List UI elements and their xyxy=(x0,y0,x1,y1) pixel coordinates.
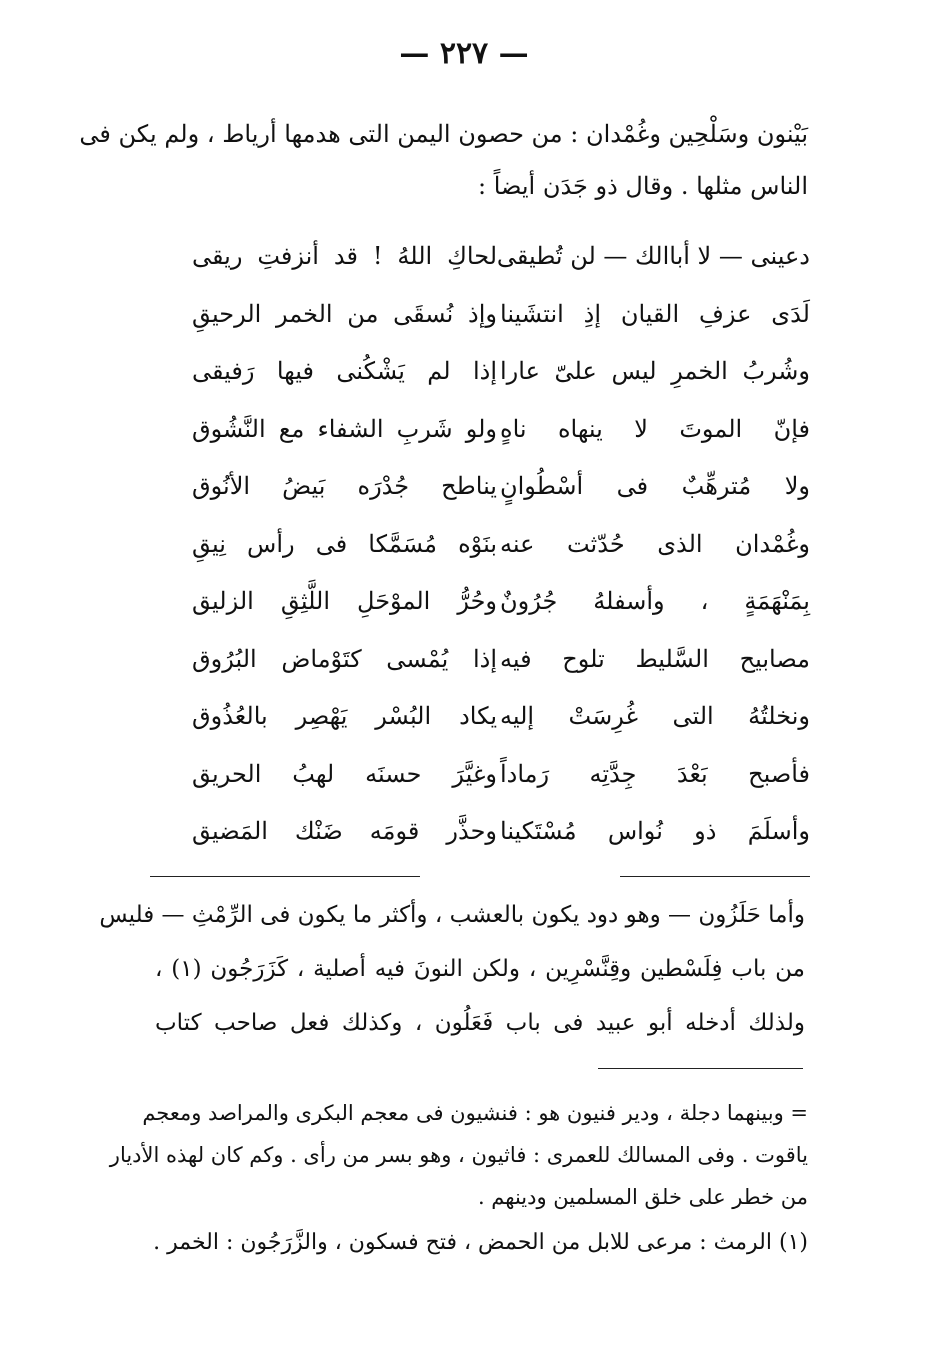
poem-divider-gap xyxy=(420,876,620,879)
verse-first-hemistich: بِمَنْهَمَةٍ ، وأسفلهُ جُرُونٌ xyxy=(500,587,810,615)
verse-second-hemistich: إذا يُمْسى كتَوْماض البُرُوق xyxy=(192,644,497,673)
verse-first-hemistich: ولا مُترهِّبٌ فى أسْطُوانٍ xyxy=(500,472,810,500)
verse xyxy=(150,286,810,344)
prose-line: ولذلك أدخله أبو عبيد فى باب فَعَلُون ، وكذلك فعل صاحب كتاب xyxy=(155,1010,805,1036)
verse-second-hemistich: بنَوْه مُسَمَّكا فى رأس نِيقِ xyxy=(192,529,497,558)
verse xyxy=(150,458,810,516)
verse-first-hemistich: فإنّ الموتَ لا ينهاه ناهٍ xyxy=(500,414,810,443)
prose-line: وأما حَلَزُون — وهو دود يكون بالعشب ، وأكثر ما يكون فى الرِّمْثِ — فليس xyxy=(99,902,805,928)
prose-line: من باب فِلَسْطين وقِنَّسْرِين ، ولكن النونَ فيه أصلية ، كَزَرَجُون (١) ، xyxy=(155,956,805,982)
verse-second-hemistich: وحذَّر قومَه ضَنْك المَضيق xyxy=(192,817,497,845)
note-line: ياقوت . وفى المسالك للعمرى : فاثيون ، وهو بسر من رأى . وكم كان لهذه الأديار xyxy=(109,1143,808,1167)
verse xyxy=(150,631,810,689)
verse-second-hemistich: ولو شَربِ الشفاء مع النَّشُوق xyxy=(192,414,497,443)
verse-second-hemistich: يكاد البُسْر يَهْصِر بالعُذُوق xyxy=(192,702,497,730)
verse-first-hemistich: فأصبح بَعْدَ جِدَّتِه رَماداً xyxy=(500,759,810,788)
verse xyxy=(150,516,810,574)
verse xyxy=(150,573,810,631)
verse-second-hemistich: لحاكِ اللهُ ! قد أنزفتِ ريقى xyxy=(192,242,497,270)
continued-footnote xyxy=(109,1092,808,1218)
intro-paragraph xyxy=(79,108,808,212)
verse xyxy=(150,343,810,401)
verse-first-hemistich: وأسلَمَ ذو نُواس مُسْتَكينا xyxy=(500,817,810,845)
note-line: = وبينهما دجلة ، ودير فنيون هو : فنشيون فى معجم البكرى والمراصد ومعجم xyxy=(142,1101,808,1125)
verse xyxy=(150,746,810,804)
verse xyxy=(150,803,810,861)
footnote-1: (١) الرمث : مرعى للابل من الحمض ، فتح فسكون ، والزَّرَجُون : الخمر . xyxy=(153,1230,808,1255)
verse-second-hemistich: وغيَّرَ حسنَه لهبُ الحريق xyxy=(192,759,497,788)
verse-first-hemistich: لَدَى عزفِ القيان إذِ انتشَينا xyxy=(500,299,810,328)
verse-first-hemistich: دعينى — لا أباالك — لن تُطيقى xyxy=(496,242,810,270)
verse xyxy=(150,688,810,746)
verse-first-hemistich: وشُربُ الخمرِ ليس علىّ عارا xyxy=(500,357,810,385)
verse-second-hemistich: يناطح جُدْرَه بَيضُ الأنُوق xyxy=(192,472,497,500)
verse-second-hemistich: وإذ نُسقَى من الخمر الرحيقِ xyxy=(192,299,497,328)
page-number: — ٢٢٧ — xyxy=(399,36,529,71)
footnote-separator xyxy=(598,1068,803,1069)
verse-second-hemistich: إذا لم يَشْكُنى فيها رَفيقى xyxy=(192,357,497,385)
verse-first-hemistich: مصابيح السَّليط تلوح فيه xyxy=(500,644,810,673)
intro-line: الناس مثلها . وقال ذو جَدَن أيضاً : xyxy=(478,172,808,200)
verse xyxy=(150,228,810,286)
verse xyxy=(150,401,810,459)
verse-first-hemistich: ونخلتُهُ التى غُرِسَتْ إليه xyxy=(500,702,810,730)
prose-paragraph xyxy=(99,888,805,1050)
verse-second-hemistich: وحُرُّ الموْحَلِ اللَّثِقِ الزليق xyxy=(192,587,497,615)
poem xyxy=(150,228,810,861)
intro-line: بَيْنون وسَلْحِين وغُمْدان : من حصون اليمن التى هدمها أرياط ، ولم يكن فى xyxy=(79,120,808,148)
verse-first-hemistich: وغُمْدان الذى حُدّثت عنه xyxy=(500,529,810,558)
note-line: من خطر على خلق المسلمين ودينهم . xyxy=(477,1185,808,1209)
